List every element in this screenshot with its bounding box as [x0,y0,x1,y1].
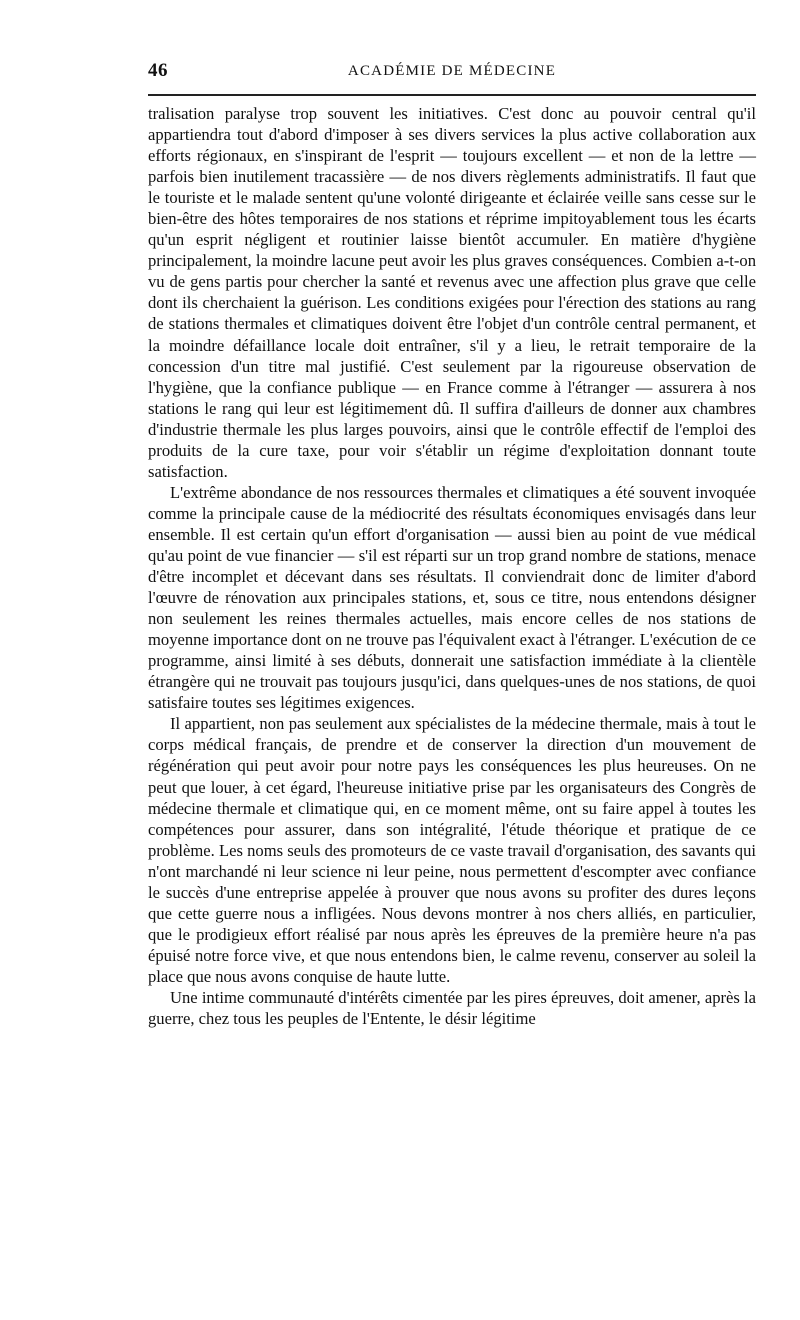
header-rule [148,94,756,96]
body-text [148,103,756,1029]
running-title: ACADÉMIE DE MÉDECINE [347,63,557,79]
page-number: 46 [148,60,168,81]
paragraph-2: L'extrême abondance de nos ressources thermales et climatiques a été souvent invoquée comme la principale cause de la médiocrité des résultats économiques envisagés dans leur ensemble. Il est certain qu'un effort d'organisation — aussi bien au point de vue médical qu'au point de vue financier — s'il est réparti sur un trop grand nombre de stations, menace d'être incomplet et décevant dans ses résultats. Il conviendrait donc de limiter d'abord l'œuvre de rénovation aux principales stations, et, sous ce titre, nous entendons désigner non seulement les reines thermales actuelles, mais encore celles de nos stations de moyenne importance dont on ne trouve pas l'équivalent exact à l'étranger. L'exécution de ce programme, ainsi limité à ses débuts, donnerait une satisfaction immédiate à la clientèle étrangère qui ne trouvait pas toujours jusqu'ici, dans quelques-unes de nos stations, de quoi satisfaire toutes ses légitimes exigences. [148,482,756,713]
paragraph-3: Il appartient, non pas seulement aux spécialistes de la médecine thermale, mais à tout le corps médical français, de prendre et de conserver la direction d'un mouvement de régénération qui peut avoir pour notre pays les conséquences les plus heureuses. On ne peut que louer, à cet égard, l'heureuse initiative prise par les organisateurs des Congrès de médecine thermale et climatique qui, en ce moment même, ont su faire appel à toutes les compétences pour assurer, dans son intégralité, l'étude théorique et pratique de ce problème. Les noms seuls des promoteurs de ce vaste travail d'organisation, des savants qui n'ont marchandé ni leur science ni leur peine, nous permettent d'escompter avec confiance le succès d'une entreprise appelée à prouver que nous avons su profiter des dures leçons que cette guerre nous a infligées. Nous devons montrer à nos chers alliés, en particulier, que le prodigieux effort réalisé par nous après les épreuves de la première heure n'a pas épuisé notre force vive, et que nous entendons bien, le calme revenu, conserver au soleil la place que nous avons conquise de haute lutte. [148,714,756,986]
page-header [148,60,756,88]
paragraph-4: Une intime communauté d'intérêts cimentée par les pires épreuves, doit amener, après la guerre, chez tous les peuples de l'Entente, le désir légitime [148,987,756,1029]
paragraph-1: tralisation paralyse trop souvent les initiatives. C'est donc au pouvoir central qu'il appartiendra tout d'abord d'imposer à ses divers services la plus active collaboration aux efforts régionaux, en s'inspirant de l'esprit — toujours excellent — et non de la lettre — parfois bien inutilement tracassière — de nos divers règlements administratifs. Il faut que le touriste et le malade sentent qu'une volonté dirigeante et éclairée veille sans cesse sur le bien-être des hôtes temporaires de nos stations et réprime impitoyablement tous les écarts qu'un esprit négligent et routinier laisse bientôt accumuler. En matière d'hygiène principalement, la moindre lacune peut avoir les plus graves conséquences. Combien a-t-on vu de gens partis pour chercher la santé et revenus avec une affection plus grave que celle dont ils cherchaient la guérison. Les conditions exigées pour l'érection des stations au rang de stations thermales et climatiques doivent être l'objet d'un contrôle central permanent, et la moindre défaillance locale doit entraîner, s'il y a lieu, le retrait temporaire de la concession d'un titre mal justifié. C'est seulement par la rigoureuse observation de l'hygiène, que la confiance publique — en France comme à l'étranger — assurera à nos stations le rang qui leur est légitimement dû. Il suffira d'ailleurs de donner aux chambres d'industrie thermale les plus larges pouvoirs, ainsi que le contrôle effectif de l'emploi des produits de la cure taxe, pour voir s'établir un régime d'exploitation donnant toute satisfaction. [148,104,756,481]
